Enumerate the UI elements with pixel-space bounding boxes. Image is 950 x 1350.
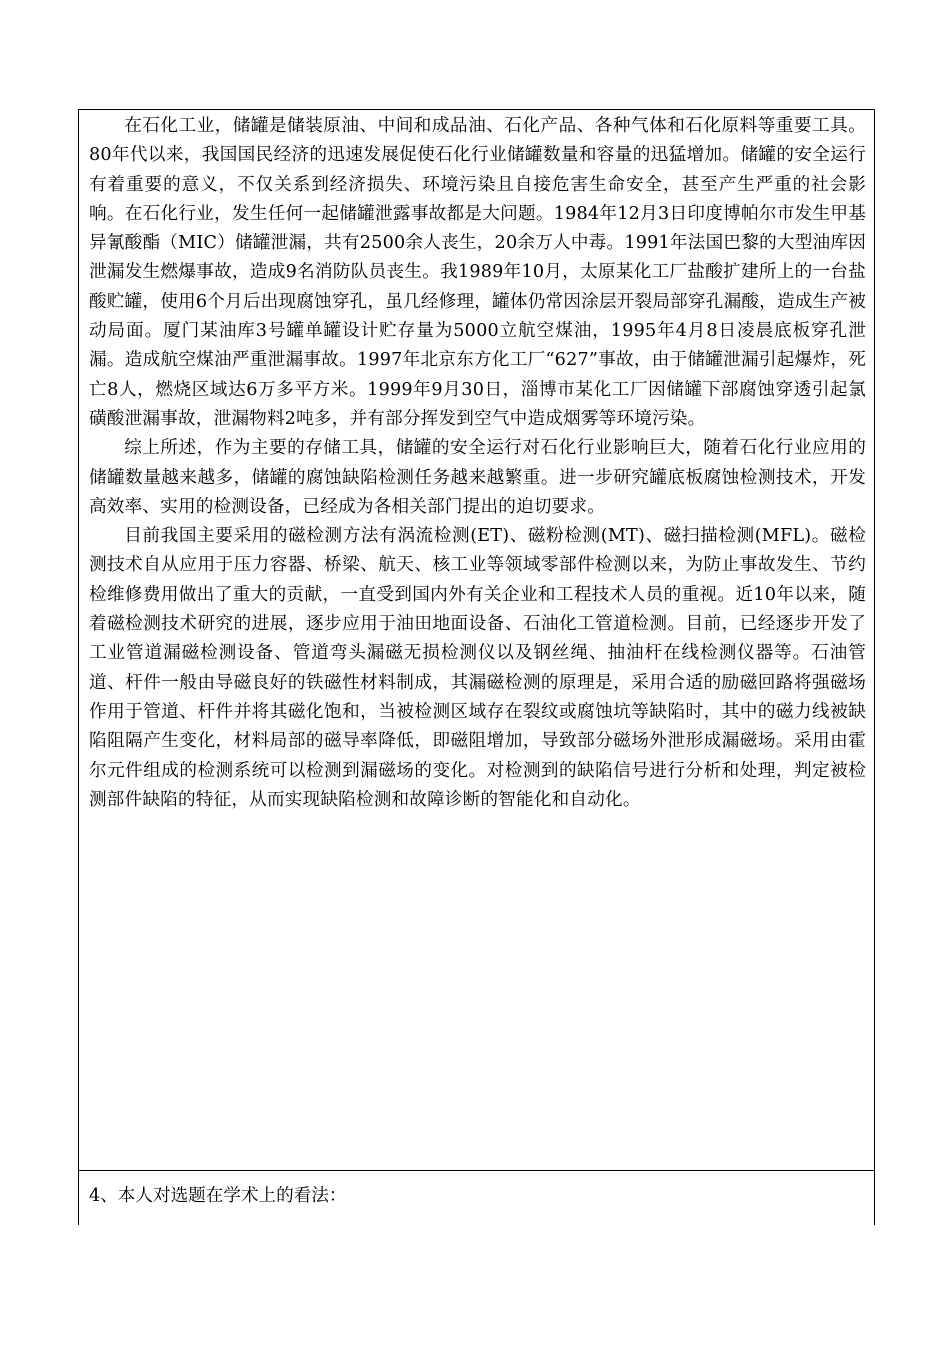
paragraph-magnetic-detection: 目前我国主要采用的磁检测方法有涡流检测(ET)、磁粉检测(MT)、磁扫描检测(MFL)。磁检测技术自从应用于压力容器、桥梁、航天、核工业等领域零部件检测以来，为防止事故发生、节约检维修费用做出了重大的贡献，一直受到国内外有关企业和工程技术人员的重视。近10年以来，随着磁检测技术研究的进展，逐步应用于油田地面设备、石油化工管道检测。目前，已经逐步开发了工业管道漏磁检测设备、管道弯头漏磁无损检测仪以及钢丝绳、抽油杆在线检测仪器等。石油管道、杆件一般由导磁良好的铁磁性材料制成，其漏磁检测的原理是，采用合适的励磁回路将强磁场作用于管道、杆件并将其磁化饱和，当被检测区域存在裂纹或腐蚀坑等缺陷时，其中的磁力线被缺陷阻隔产生变化，材料局部的磁导率降低，即磁阻增加，导致部分磁场外泄形成漏磁场。采用由霍尔元件组成的检测系统可以检测到漏磁场的变化。对检测到的缺陷信号进行分析和处理，判定被检测部件缺陷的特征，从而实现缺陷检测和故障诊断的智能化和自动化。	[89, 526, 866, 810]
section-heading-academic-view: 4、本人对选题在学术上的看法：	[89, 1186, 347, 1206]
paragraph-storage-tank-accidents: 在石化工业，储罐是储装原油、中间和成品油、石化产品、各种气体和石化原料等重要工具。80年代以来，我国国民经济的迅速发展促使石化行业储罐数量和容量的迅猛增加。储罐的安全运行有着重要的意义，不仅关系到经济损失、环境污染且自接危害生命安全，甚至产生严重的社会影响。在石化行业，发生任何一起储罐泄露事故都是大问题。1984年12月3日印度博帕尔市发生甲基异氰酸酯（MIC）储罐泄漏，共有2500余人丧生，20余万人中毒。1991年法国巴黎的大型油库因泄漏发生燃爆事故，造成9名消防队员丧生。我1989年10月，太原某化工厂盐酸扩建所上的一台盐酸贮罐，使用6个月后出现腐蚀穿孔，虽几经修理，罐体仍常因涂层开裂局部穿孔漏酸，造成生产被动局面。厦门某油库3号罐单罐设计贮存量为5000立航空煤油，1995年4月8日凌晨底板穿孔泄漏。造成航空煤油严重泄漏事故。1997年北京东方化工厂“627”事故，由于储罐泄漏引起爆炸，死亡8人，燃烧区域达6万多平方米。1999年9月30日，淄博市某化工厂因储罐下部腐蚀穿透引起氯磺酸泄漏事故，泄漏物料2吨多，并有部分挥发到空气中造成烟雾等环境污染。	[89, 116, 866, 429]
background-section	[79, 110, 874, 1170]
report-form-table	[78, 109, 875, 1225]
paragraph-summary: 综上所述，作为主要的存储工具，储罐的安全运行对石化行业影响巨大，随着石化行业应用的储罐数量越来越多，储罐的腐蚀缺陷检测任务越来越繁重。进一步研究罐底板腐蚀检测技术，开发高效率、实用的检测设备，已经成为各相关部门提出的迫切要求。	[89, 438, 866, 517]
table-row-divider	[79, 1170, 874, 1171]
